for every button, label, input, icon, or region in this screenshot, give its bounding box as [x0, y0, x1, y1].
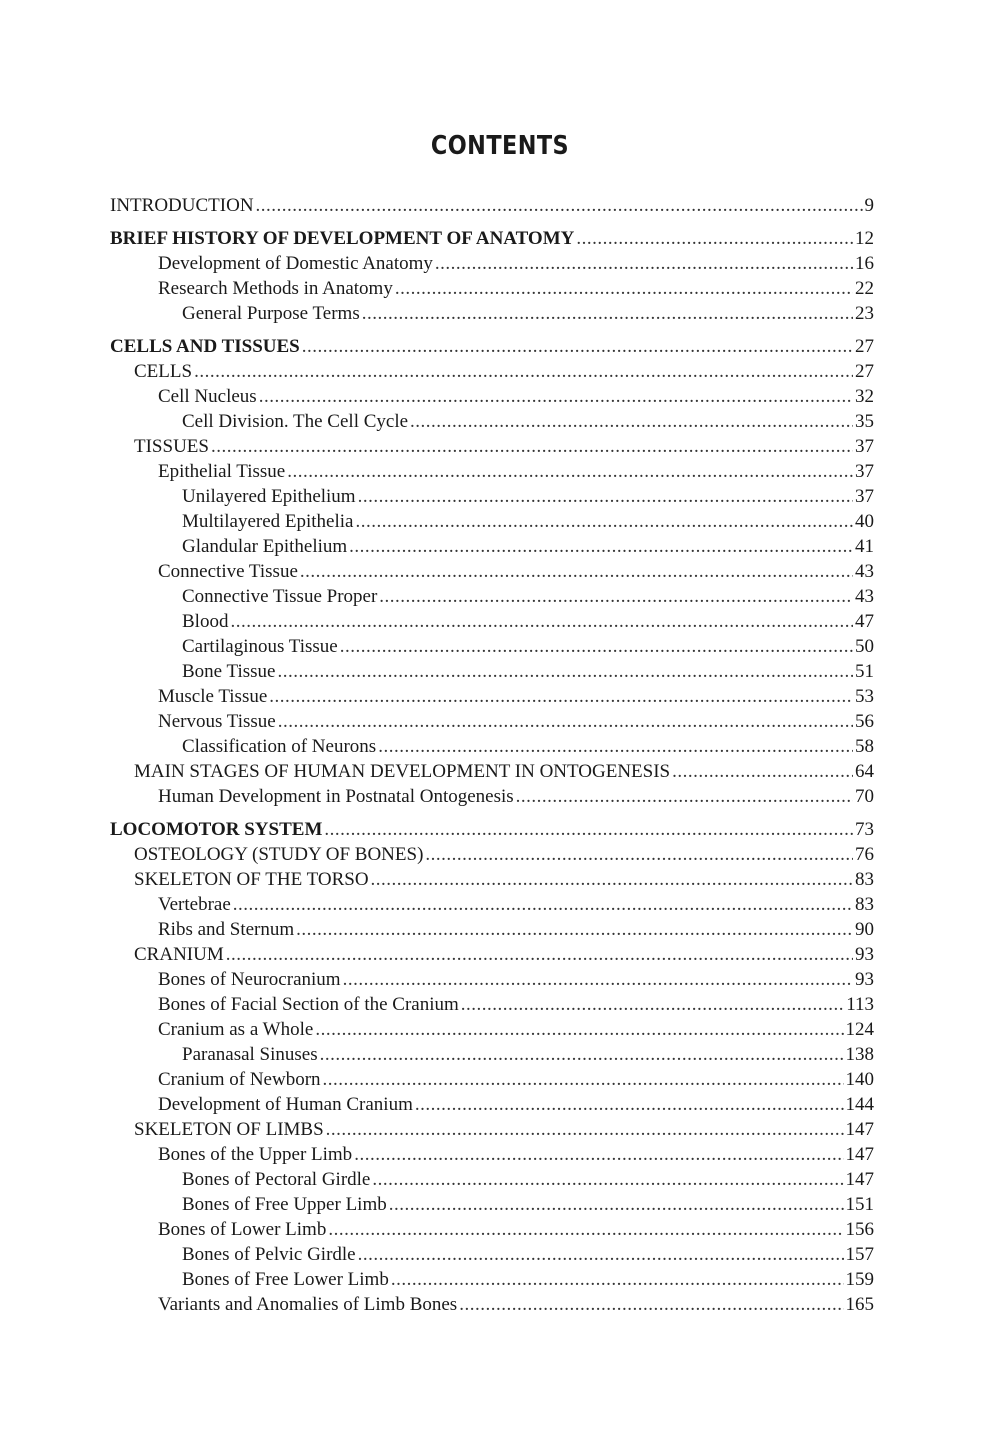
- toc-entry[interactable]: [110, 359, 874, 384]
- dot-leader: [358, 1242, 844, 1267]
- dot-leader: [354, 1142, 843, 1167]
- toc-entry-page: 53: [855, 686, 874, 707]
- toc-entry[interactable]: [110, 1292, 874, 1317]
- toc-entry[interactable]: [110, 301, 874, 326]
- dot-leader: [323, 1067, 844, 1092]
- toc-entry-page: 37: [855, 436, 874, 457]
- toc-entry[interactable]: [110, 917, 874, 942]
- toc-entry-label: Cartilaginous Tissue: [182, 636, 338, 657]
- toc-entry-label: Muscle Tissue: [158, 686, 268, 707]
- toc-entry-page: 73: [855, 819, 874, 840]
- dot-leader: [372, 1167, 843, 1192]
- toc-entry-page: 151: [845, 1194, 874, 1215]
- toc-entry-page: 93: [855, 944, 874, 965]
- toc-entry-label: Research Methods in Anatomy: [158, 278, 393, 299]
- toc-entry[interactable]: [110, 609, 874, 634]
- toc-entry[interactable]: [110, 251, 874, 276]
- toc-entry[interactable]: [110, 942, 874, 967]
- dot-leader: [355, 509, 853, 534]
- dot-leader: [672, 759, 853, 784]
- toc-entry-page: 64: [855, 761, 874, 782]
- toc-entry-label: General Purpose Terms: [182, 303, 360, 324]
- toc-entry[interactable]: [110, 534, 874, 559]
- toc-entry[interactable]: [110, 509, 874, 534]
- toc-entry-page: 147: [845, 1169, 874, 1190]
- toc-entry-page: 76: [855, 844, 874, 865]
- dot-leader: [300, 559, 853, 584]
- dot-leader: [362, 301, 853, 326]
- toc-entry-page: 47: [855, 611, 874, 632]
- toc-entry[interactable]: [110, 584, 874, 609]
- toc-entry[interactable]: [110, 967, 874, 992]
- toc-entry-label: Cell Nucleus: [158, 386, 257, 407]
- dot-leader: [296, 917, 853, 942]
- toc-entry-page: 113: [846, 994, 874, 1015]
- toc-entry-page: 124: [845, 1019, 874, 1040]
- dot-leader: [425, 842, 853, 867]
- toc-entry[interactable]: [110, 992, 874, 1017]
- toc-entry-label: Cranium as a Whole: [158, 1019, 314, 1040]
- toc-entry[interactable]: [110, 1067, 874, 1092]
- toc-entry-label: Unilayered Epithelium: [182, 486, 356, 507]
- dot-leader: [576, 226, 853, 251]
- toc-entry-label: Development of Human Cranium: [158, 1094, 413, 1115]
- dot-leader: [415, 1092, 844, 1117]
- dot-leader: [302, 334, 853, 359]
- toc-entry[interactable]: [110, 1117, 874, 1142]
- toc-entry[interactable]: [110, 1167, 874, 1192]
- toc-entry[interactable]: [110, 1142, 874, 1167]
- dot-leader: [230, 609, 853, 634]
- dot-leader: [516, 784, 853, 809]
- dot-leader: [277, 659, 853, 684]
- dot-leader: [389, 1192, 844, 1217]
- toc-entry-label: Bones of Lower Limb: [158, 1219, 327, 1240]
- toc-entry-page: 37: [855, 461, 874, 482]
- toc-entry-page: 32: [855, 386, 874, 407]
- dot-leader: [324, 817, 853, 842]
- toc-entry-page: 58: [855, 736, 874, 757]
- toc-entry[interactable]: [110, 784, 874, 809]
- toc-entry-label: Bones of Facial Section of the Cranium: [158, 994, 459, 1015]
- dot-leader: [315, 1017, 843, 1042]
- toc-entry-label: Bones of Neurocranium: [158, 969, 341, 990]
- page-title: CONTENTS: [430, 131, 570, 161]
- toc-entry-label: Development of Domestic Anatomy: [158, 253, 433, 274]
- toc-entry-label: CELLS AND TISSUES: [110, 336, 300, 357]
- dot-leader: [343, 967, 853, 992]
- toc-entry-page: 35: [855, 411, 874, 432]
- toc-entry-label: Bones of Pectoral Girdle: [182, 1169, 371, 1190]
- toc-entry-label: Bones of Pelvic Girdle: [182, 1244, 356, 1265]
- toc-entry-page: 140: [845, 1069, 874, 1090]
- toc-entry[interactable]: [110, 484, 874, 509]
- toc-entry-page: 22: [855, 278, 874, 299]
- toc-entry-label: Blood: [182, 611, 229, 632]
- dot-leader: [340, 634, 853, 659]
- toc-entry[interactable]: [110, 842, 874, 867]
- toc-entry-label: Connective Tissue: [158, 561, 298, 582]
- toc-entry-label: Connective Tissue Proper: [182, 586, 378, 607]
- toc-entry[interactable]: [110, 1042, 874, 1067]
- toc-entry[interactable]: [110, 384, 874, 409]
- toc-entry[interactable]: [110, 193, 874, 218]
- toc-entry-page: 51: [855, 661, 874, 682]
- toc-chapter[interactable]: [110, 334, 874, 359]
- toc-entry-label: Paranasal Sinuses: [182, 1044, 318, 1065]
- toc-entry-page: 83: [855, 869, 874, 890]
- toc-entry[interactable]: [110, 1092, 874, 1117]
- toc-entry[interactable]: [110, 1017, 874, 1042]
- toc-entry-label: Human Development in Postnatal Ontogenesis: [158, 786, 514, 807]
- toc-entry-label: Classification of Neurons: [182, 736, 377, 757]
- toc-entry-page: 90: [855, 919, 874, 940]
- toc-entry[interactable]: [110, 1267, 874, 1292]
- toc-entry[interactable]: [110, 1217, 874, 1242]
- toc-entry-page: 43: [855, 561, 874, 582]
- toc-entry-label: Variants and Anomalies of Limb Bones: [158, 1294, 458, 1315]
- toc-entry-label: MAIN STAGES OF HUMAN DEVELOPMENT IN ONTOGENESIS: [134, 761, 671, 782]
- toc-entry-label: Bones of Free Lower Limb: [182, 1269, 389, 1290]
- dot-leader: [379, 584, 853, 609]
- toc-entry[interactable]: [110, 734, 874, 759]
- toc-entry-page: 41: [855, 536, 874, 557]
- toc-entry-page: 12: [855, 228, 874, 249]
- toc-entry[interactable]: [110, 1192, 874, 1217]
- toc-entry-label: CELLS: [134, 361, 193, 382]
- toc-entry[interactable]: [110, 684, 874, 709]
- toc-entry[interactable]: [110, 867, 874, 892]
- toc-entry[interactable]: [110, 1242, 874, 1267]
- toc-entry-page: 56: [855, 711, 874, 732]
- toc-entry-label: Ribs and Sternum: [158, 919, 295, 940]
- toc-entry-label: SKELETON OF THE TORSO: [134, 869, 369, 890]
- dot-leader: [326, 1117, 844, 1142]
- dot-leader: [226, 942, 853, 967]
- dot-leader: [349, 534, 853, 559]
- dot-leader: [278, 709, 853, 734]
- dot-leader: [256, 193, 863, 218]
- toc-entry-page: 147: [845, 1119, 874, 1140]
- dot-leader: [211, 434, 853, 459]
- toc-entry[interactable]: [110, 634, 874, 659]
- toc-entry-page: 70: [855, 786, 874, 807]
- toc-entry-label: Multilayered Epithelia: [182, 511, 354, 532]
- toc-entry-page: 40: [855, 511, 874, 532]
- toc-entry-label: SKELETON OF LIMBS: [134, 1119, 324, 1140]
- dot-leader: [378, 734, 853, 759]
- dot-leader: [461, 992, 844, 1017]
- toc-chapter[interactable]: [110, 226, 874, 251]
- dot-leader: [391, 1267, 844, 1292]
- toc-entry-page: 157: [845, 1244, 874, 1265]
- toc-entry[interactable]: [110, 459, 874, 484]
- toc-entry-label: TISSUES: [134, 436, 209, 457]
- dot-leader: [194, 359, 853, 384]
- dot-leader: [459, 1292, 843, 1317]
- toc-entry-page: 16: [855, 253, 874, 274]
- toc-chapter[interactable]: [110, 817, 874, 842]
- toc-entry-page: 144: [845, 1094, 874, 1115]
- toc-entry[interactable]: [110, 559, 874, 584]
- toc-entry-page: 147: [845, 1144, 874, 1165]
- dot-leader: [320, 1042, 844, 1067]
- toc-entry-page: 27: [855, 336, 874, 357]
- dot-leader: [358, 484, 853, 509]
- dot-leader: [395, 276, 853, 301]
- toc-entry[interactable]: [110, 709, 874, 734]
- toc-entry[interactable]: [110, 759, 874, 784]
- dot-leader: [371, 867, 853, 892]
- toc-entry-label: INTRODUCTION: [110, 195, 254, 216]
- toc-entry-page: 93: [855, 969, 874, 990]
- dot-leader: [410, 409, 853, 434]
- toc-entry-page: 138: [845, 1044, 874, 1065]
- toc-entry-page: 165: [845, 1294, 874, 1315]
- dot-leader: [328, 1217, 843, 1242]
- toc-entry-label: Bones of Free Upper Limb: [182, 1194, 387, 1215]
- toc-entry[interactable]: [110, 276, 874, 301]
- toc-entry-page: 50: [855, 636, 874, 657]
- toc-entry-page: 83: [855, 894, 874, 915]
- toc-entry[interactable]: [110, 892, 874, 917]
- toc-entry-page: 43: [855, 586, 874, 607]
- toc-entry-label: Bone Tissue: [182, 661, 276, 682]
- toc-entry-label: Glandular Epithelium: [182, 536, 348, 557]
- toc-entry-label: Bones of the Upper Limb: [158, 1144, 353, 1165]
- toc-entry-label: Nervous Tissue: [158, 711, 276, 732]
- toc-entry-page: 159: [845, 1269, 874, 1290]
- toc-entry-label: CRANIUM: [134, 944, 224, 965]
- dot-leader: [259, 384, 853, 409]
- dot-leader: [269, 684, 853, 709]
- dot-leader: [233, 892, 853, 917]
- toc-entry-label: BRIEF HISTORY OF DEVELOPMENT OF ANATOMY: [110, 228, 575, 249]
- toc-entry-label: OSTEOLOGY (STUDY OF BONES): [134, 844, 424, 865]
- toc-entry[interactable]: [110, 659, 874, 684]
- toc-entry[interactable]: [110, 409, 874, 434]
- dot-leader: [287, 459, 853, 484]
- toc-entry-label: Cranium of Newborn: [158, 1069, 321, 1090]
- toc-entry-label: LOCOMOTOR SYSTEM: [110, 819, 323, 840]
- dot-leader: [435, 251, 853, 276]
- toc-entry-page: 9: [864, 195, 874, 216]
- toc-entry-page: 156: [845, 1219, 874, 1240]
- toc-entry-page: 37: [855, 486, 874, 507]
- table-of-contents: [110, 193, 874, 1317]
- toc-entry-label: Vertebrae: [158, 894, 231, 915]
- toc-entry[interactable]: [110, 434, 874, 459]
- toc-entry-label: Cell Division. The Cell Cycle: [182, 411, 409, 432]
- toc-entry-page: 27: [855, 361, 874, 382]
- toc-entry-page: 23: [855, 303, 874, 324]
- toc-entry-label: Epithelial Tissue: [158, 461, 286, 482]
